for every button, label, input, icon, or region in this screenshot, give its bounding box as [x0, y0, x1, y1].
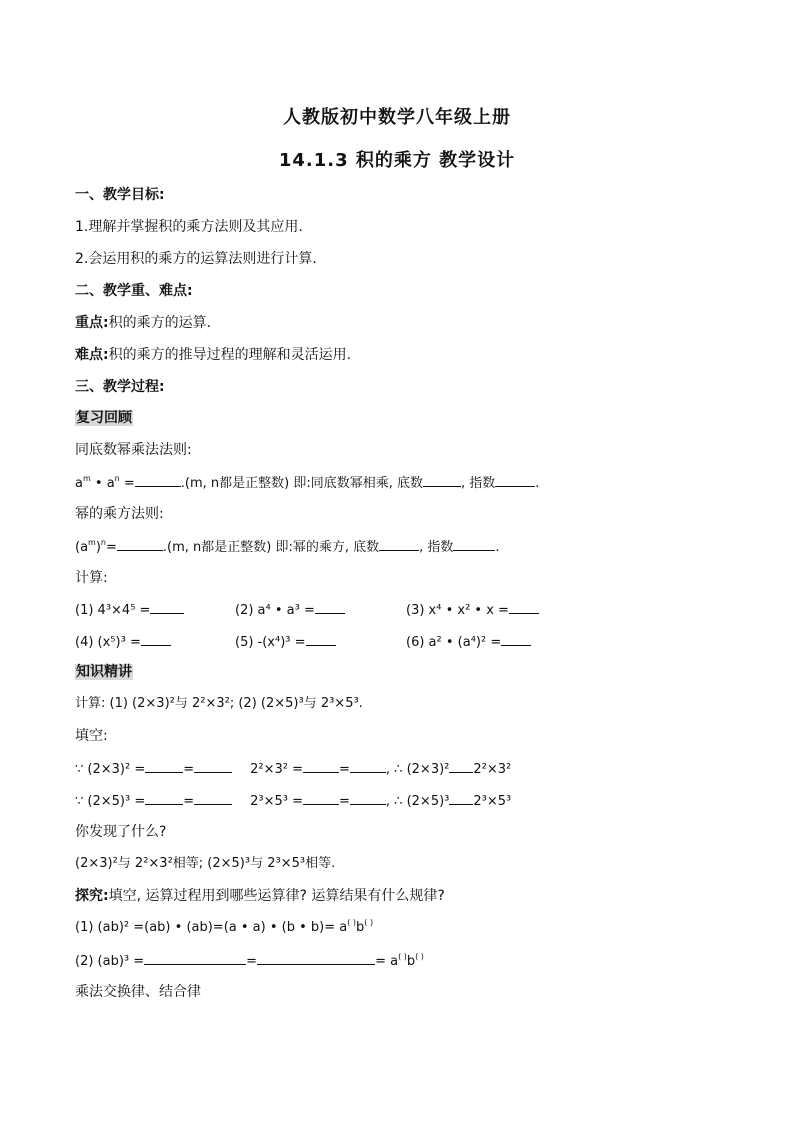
finding-line: (2×3)²与 2²×3²相等; (2×5)³与 2³×5³相等.: [75, 856, 336, 871]
problem-item: (4) (x⁵)³ =: [75, 631, 171, 653]
section-heading-objectives: 一、教学目标:: [75, 187, 165, 203]
problem-item: (6) a² • (a⁴)² =: [406, 631, 531, 653]
section-heading-key-points: 二、教学重、难点:: [75, 283, 193, 299]
blank[interactable]: [303, 758, 339, 773]
document-subtitle: 14.1.3 积的乘方 教学设计: [278, 150, 516, 171]
explore-item-2: (2) (ab)³ = = = a( )b( ): [75, 952, 424, 969]
blank[interactable]: [135, 472, 181, 487]
blank[interactable]: [145, 758, 183, 773]
blank[interactable]: [350, 758, 386, 773]
problem-item: (2) a⁴ • a³ =: [235, 599, 345, 621]
blank[interactable]: [423, 472, 461, 487]
document-title: 人教版初中数学八年级上册: [283, 107, 511, 128]
blank[interactable]: [379, 536, 419, 551]
difficulty-line: [75, 345, 351, 365]
answer-blank[interactable]: [150, 599, 184, 614]
blank[interactable]: [117, 536, 163, 551]
review-tag-line: [75, 408, 133, 428]
answer-blank[interactable]: [306, 631, 336, 646]
answer-blank[interactable]: [141, 631, 171, 646]
fill-row-2: ∵ (2×5)³ = = 2³×5³ = = , ∴ (2×5)³ 2³×5³: [75, 790, 511, 812]
objective-item: 2.会运用积的乘方的运算法则进行计算.: [75, 251, 317, 267]
blank[interactable]: [144, 950, 246, 965]
explore-text: 填空, 运算过程用到哪些运算律? 运算结果有什么规律?: [108, 888, 445, 904]
knowledge-tag-line: [75, 662, 133, 682]
key-text: 积的乘方的运算.: [108, 315, 212, 331]
blank[interactable]: [145, 790, 183, 805]
objective-item: 1.理解并掌握积的乘方法则及其应用.: [75, 219, 303, 235]
explore-line: [75, 886, 445, 906]
section-heading-process: 三、教学过程:: [75, 379, 165, 395]
rule2-line: $(a^m)^n= .(m$, n都是正整数) 即:幂的乘方, 底数 , 指数 .: [75, 538, 500, 555]
fill-label: 填空:: [75, 728, 108, 744]
blank[interactable]: [194, 758, 232, 773]
blank[interactable]: [257, 950, 375, 965]
blank[interactable]: [495, 472, 535, 487]
blank[interactable]: [453, 536, 495, 551]
knowledge-tag: 知识精讲: [76, 664, 132, 680]
key-label: 重点:: [75, 315, 109, 331]
rule1-title: 同底数幂乘法法则:: [75, 442, 192, 458]
answer-blank[interactable]: [315, 599, 345, 614]
calc-label: 计算:: [75, 570, 108, 586]
knowledge-calc: 计算: (1) (2×3)²与 2²×3²; (2) (2×5)³与 2³×5³.: [75, 696, 363, 711]
blank[interactable]: [194, 790, 232, 805]
answer-blank[interactable]: [501, 631, 531, 646]
problem-item: (5) -(x⁴)³ =: [235, 631, 336, 653]
fill-row-1: ∵ (2×3)² = = 2²×3² = = , ∴ (2×3)² 2²×3²: [75, 758, 511, 780]
blank[interactable]: [350, 790, 386, 805]
blank[interactable]: [303, 790, 339, 805]
rule1-line: $a^m$ • $a^n = .(m$, n都是正整数) 即:同底数幂相乘, 底数 , 指数 .: [75, 474, 540, 491]
problem-item: (1) 4³×4⁵ =: [75, 599, 184, 621]
law-line: 乘法交换律、结合律: [75, 984, 201, 1000]
review-tag: 复习回顾: [76, 410, 132, 426]
problem-item: (3) x⁴ • x² • x =: [406, 599, 539, 621]
blank[interactable]: [449, 758, 473, 773]
difficulty-text: 积的乘方的推导过程的理解和灵活运用.: [108, 347, 352, 363]
rule2-title: 幂的乘方法则:: [75, 506, 164, 522]
explore-label: 探究:: [75, 888, 109, 904]
question-line: 你发现了什么?: [75, 824, 167, 840]
key-point-line: [75, 313, 211, 333]
blank[interactable]: [449, 790, 473, 805]
answer-blank[interactable]: [509, 599, 539, 614]
explore-item-1: (1) (ab)² =(ab) • (ab)=(a • a) • (b • b)= a( )b( ): [75, 918, 374, 935]
difficulty-label: 难点:: [75, 347, 109, 363]
